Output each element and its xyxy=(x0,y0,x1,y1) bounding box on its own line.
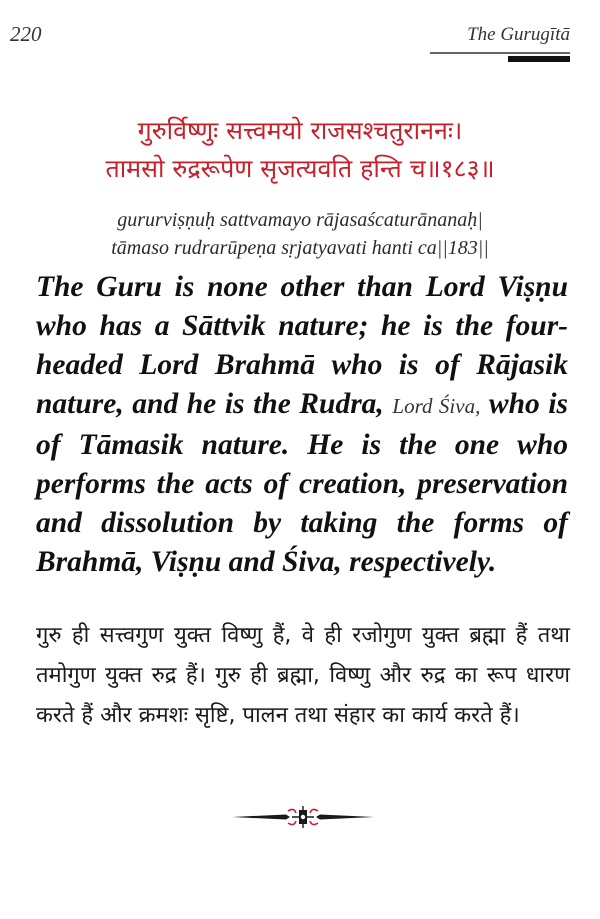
translation-part-2: who is of Tāmasik nature. He is the one who performs the acts of creation, preservation and dissolution by taking the forms of Brahmā, Viṣṇu and Śiva, respectively. xyxy=(36,388,568,578)
translit-line-2: tāmaso rudrarūpeṇa sṛjatyavati hanti ca||183|| xyxy=(111,237,489,259)
page-number: 220 xyxy=(10,22,42,46)
english-translation xyxy=(36,268,568,582)
verse-line-2: तामसो रुद्ररूपेण सृजत्यवति हन्ति च॥१८३॥ xyxy=(105,154,495,183)
verse-devanagari xyxy=(0,112,600,188)
translation-aside: Lord Śiva, xyxy=(392,394,481,418)
translit-line-1: gururviṣṇuḥ sattvamayo rājasaścaturānanaḥ| xyxy=(117,209,483,231)
decorative-divider-icon xyxy=(228,804,378,830)
header-rule-bar xyxy=(508,56,570,62)
header-rule xyxy=(430,52,570,54)
verse-line-1: गुरुर्विष्णुः सत्त्वमयो राजसश्चतुराननः। xyxy=(137,116,463,145)
translation-part-1: The Guru is none other than Lord Viṣṇu who has a Sāttvik nature; he is the four-headed Lord Brahmā who is of Rājasik nature, and he is the Rudra, xyxy=(36,271,568,420)
running-head: The Gurugītā xyxy=(467,24,570,45)
verse-transliteration xyxy=(0,206,600,262)
hindi-commentary: गुरु ही सत्त्वगुण युक्त विष्णु हैं, वे ही रजोगुण युक्त ब्रह्मा हैं तथा तमोगुण युक्त रुद्र हैं। गुरु ही ब्रह्मा, विष्णु और रुद्र का रूप धारण करते हैं और क्रमशः सृष्टि, पालन तथा संहार का कार्य करते हैं। xyxy=(36,623,570,728)
